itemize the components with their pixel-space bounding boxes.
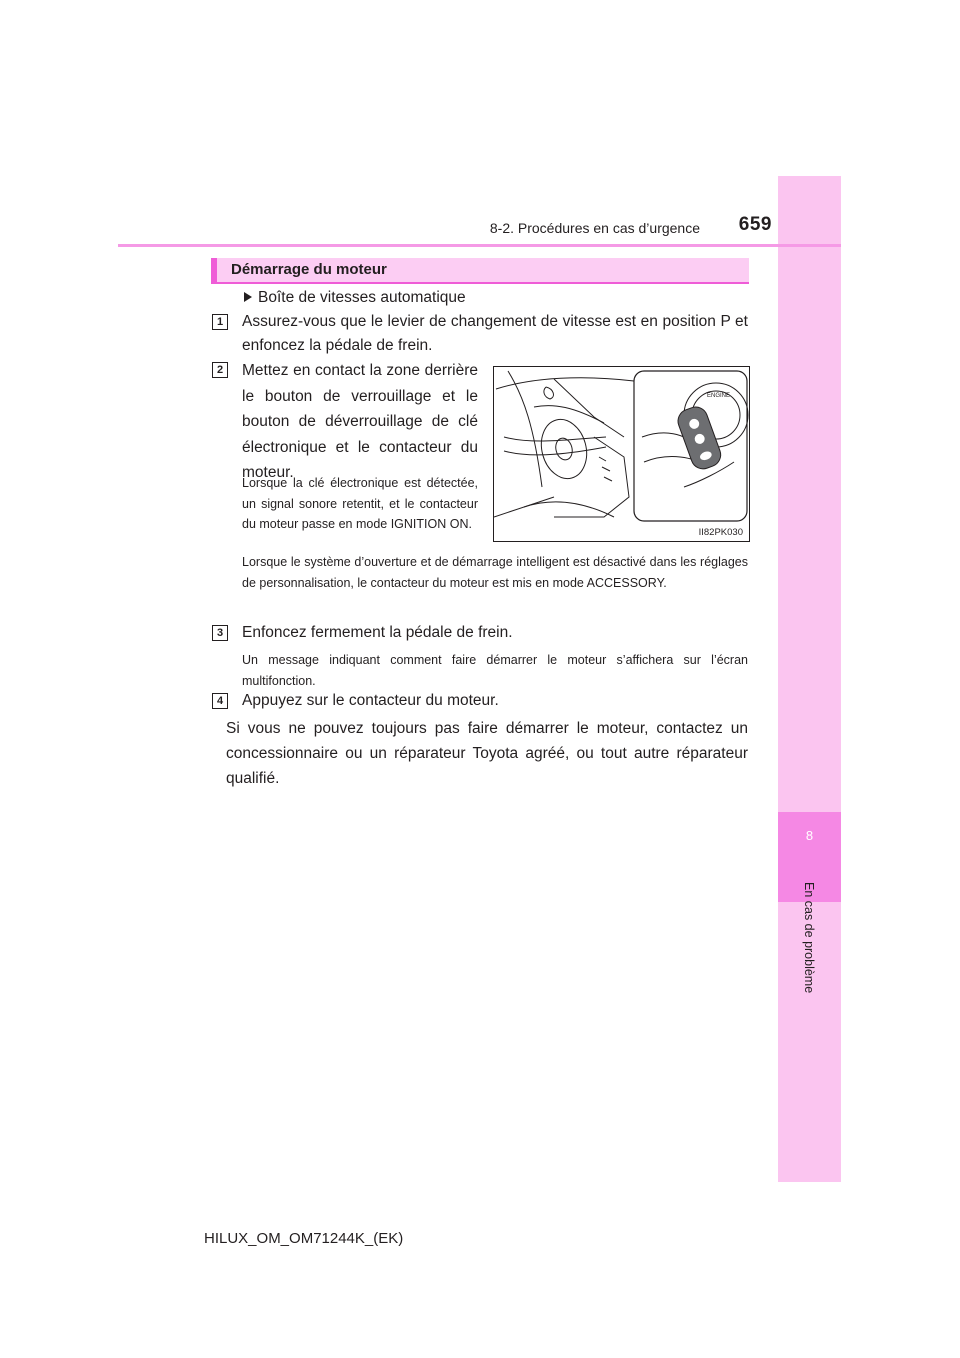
document-id-footer: HILUX_OM_OM71244K_(EK) bbox=[204, 1230, 404, 1247]
step-3-note: Un message indiquant comment faire démarrer le moteur s’affichera sur l’écran multifonction. bbox=[242, 653, 748, 688]
engine-start-illustration bbox=[493, 366, 750, 542]
chapter-title: En cas de problème bbox=[802, 882, 816, 994]
step-4-badge: 4 bbox=[212, 693, 228, 709]
dashboard-key-drawing bbox=[494, 367, 750, 542]
chapter-number: 8 bbox=[805, 828, 814, 843]
header-rule bbox=[118, 244, 841, 247]
step-2-text: Mettez en contact la zone derrière le bouton de verrouillage et le bouton de déverrouillage de clé électronique et le contacteur du moteur. bbox=[242, 362, 478, 481]
section-heading bbox=[211, 258, 749, 284]
step-2-note: Lorsque la clé électronique est détectée, un signal sonore retentit, et le contacteur du moteur passe en mode IGNITION ON. bbox=[242, 476, 478, 531]
step-3-badge: 3 bbox=[212, 625, 228, 641]
closing-paragraph: Si vous ne pouvez toujours pas faire démarrer le moteur, contactez un concessionnaire ou un réparateur Toyota agréé, ou tout autre réparateur qualifié. bbox=[226, 720, 748, 787]
bullet-triangle-icon bbox=[244, 292, 252, 302]
engine-button-label: ENGINE bbox=[707, 393, 731, 399]
bullet-text: Boîte de vitesses automatique bbox=[258, 289, 466, 306]
step-2-customization-note: Lorsque le système d’ouverture et de démarrage intelligent est désactivé dans les réglages de personnalisation, le contacteur du moteur est mis en mode ACCESSORY. bbox=[242, 555, 748, 590]
step-3-text: Enfoncez fermement la pédale de frein. bbox=[242, 624, 513, 641]
step-2-badge: 2 bbox=[212, 362, 228, 378]
figure-code: II82PK030 bbox=[698, 527, 743, 538]
header-section-title: 8-2. Procédures en cas d’urgence bbox=[489, 220, 700, 236]
page-number: 659 bbox=[738, 214, 772, 235]
chapter-sidebar bbox=[778, 176, 841, 1182]
section-title: Démarrage du moteur bbox=[231, 261, 387, 278]
step-4-text: Appuyez sur le contacteur du moteur. bbox=[242, 692, 499, 709]
step-1-text: Assurez-vous que le levier de changement de vitesse est en position P et enfoncez la pédale de frein. bbox=[242, 313, 748, 354]
step-1-badge: 1 bbox=[212, 314, 228, 330]
